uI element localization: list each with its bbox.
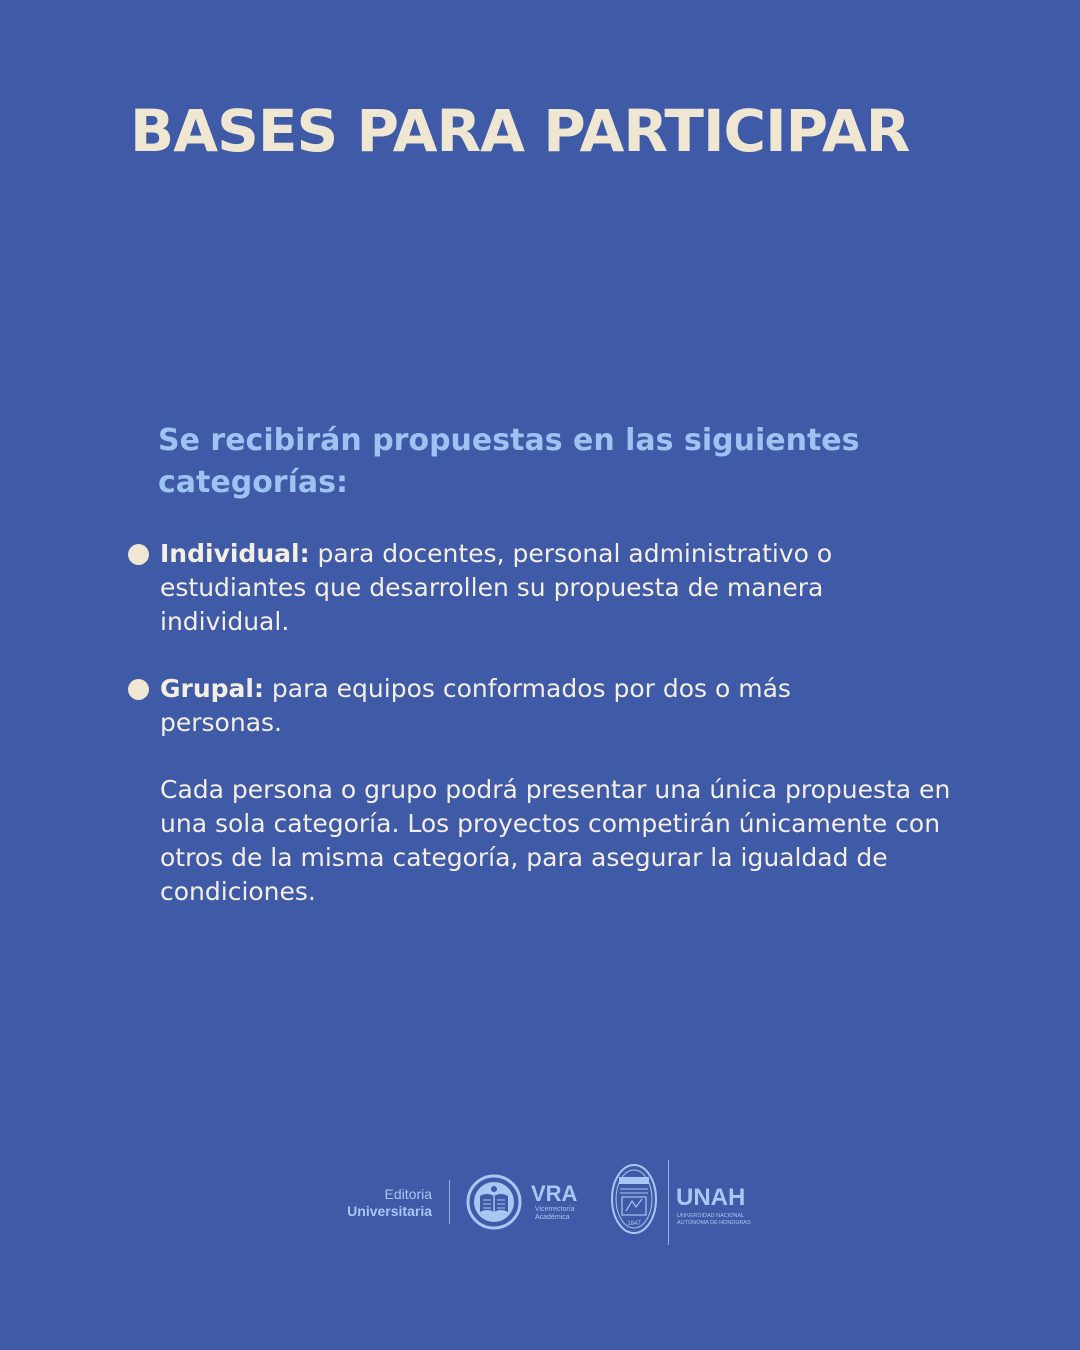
bullet-icon (128, 679, 149, 700)
page-title: BASES PARA PARTICIPAR (130, 97, 910, 165)
vra-sub-line1: Vicerrectoría (535, 1206, 575, 1213)
unah-seal-icon (610, 1163, 658, 1235)
seal-year: 1847 (627, 1221, 641, 1227)
category-grupal (160, 672, 920, 740)
editorial-line2: Universitaria (347, 1203, 432, 1219)
unah-name: UNAH (676, 1184, 746, 1211)
logo-divider (449, 1180, 450, 1224)
vra-name: VRA (531, 1181, 578, 1206)
closing-text: Cada persona o grupo podrá presentar una única propuesta en una sola categoría. Los proyectos competirán únicamente con otros de la misma categoría, para asegurar la igualdad de condiciones. (160, 775, 951, 906)
editorial-line1: Editoria (384, 1186, 432, 1202)
bullet-icon (128, 544, 149, 565)
category-description: para equipos conformados por dos o más personas. (160, 674, 791, 737)
intro-text: Se recibirán propuestas en las siguientes categorías: (158, 423, 860, 500)
category-term: Grupal: (160, 674, 264, 703)
logo-divider (668, 1160, 669, 1245)
category-term: Individual: (160, 539, 310, 568)
unah-subtitle (677, 1213, 767, 1226)
vra-sub-line2: Académica (535, 1214, 570, 1221)
category-description: para docentes, personal administrativo o estudiantes que desarrollen su propuesta de manera individual. (160, 539, 833, 636)
editorial-universitaria-logo (300, 1186, 432, 1220)
category-individual (160, 537, 920, 639)
unah-sub-line2: AUTÓNOMA DE HONDURAS (677, 1219, 751, 1226)
unah-sub-line1: UNIVERSIDAD NACIONAL (677, 1213, 745, 1219)
vra-subtitle (535, 1206, 575, 1222)
vra-emblem-icon (466, 1174, 522, 1230)
